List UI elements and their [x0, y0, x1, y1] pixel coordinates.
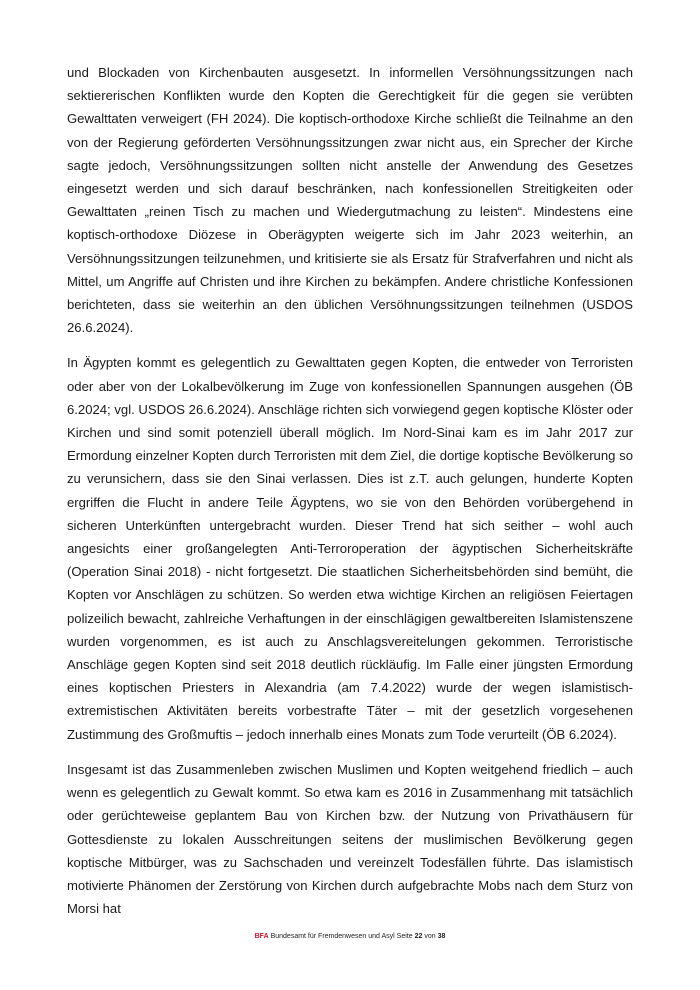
- bfa-logo: BFA: [254, 933, 269, 940]
- footer-page-word: Seite: [396, 933, 413, 940]
- footer-page-current: 22: [414, 933, 423, 940]
- paragraph-3: Insgesamt ist das Zusammenleben zwischen Muslimen und Kopten weitgehend friedlich – auch wenn es gelegentlich zu Gewalt kommt. So etwa kam es 2016 in Zusammenhang mit tatsächlich oder gerüchteweise geplantem Bau von Kirchen bzw. der Nutzung von Privathäusern für Gottesdienste zu lokalen Ausschreitungen seitens der muslimischen Bevölkerung gegen koptische Mitbürger, was zu Sachschaden und vereinzelt Todesfällen führte. Das islamistisch motivierte Phänomen der Zerstörung von Kirchen durch aufgebrachte Mobs nach dem Sturz von Morsi hat: [67, 761, 633, 917]
- paragraph-2: In Ägypten kommt es gelegentlich zu Gewalttaten gegen Kopten, die entweder von Terroristen oder aber von der Lokalbevölkerung im Zuge von konfessionellen Spannungen ausgehen (ÖB 6.2024; vgl. USDOS 26.6.2024). Anschläge richten sich vorwiegend gegen koptische Klöster oder Kirchen und sind somit potenziell überall möglich. Im Nord-Sinai kam es im Jahr 2017 zur Ermordung einzelner Kopten durch Terroristen mit dem Ziel, die dortige koptische Bevölkerung so zu verunsichern, dass sie den Sinai verlassen. Dies ist z.T. auch gelungen, hunderte Kopten ergriffen die Flucht in andere Teile Ägyptens, wo sie von den Behörden vorübergehend in sicheren Unterkünften untergebracht wurden. Dieser Trend hat sich seither – wohl auch angesichts einer großangelegten Anti-Terroroperation der ägyptischen Sicherheitskräfte (Operation Sinai 2018) - nicht fortgesetzt. Die staatlichen Sicherheitsbehörden sind bemüht, die Kopten vor Anschlägen zu schützen. So werden etwa wichtige Kirchen an religiösen Feiertagen polizeilich bewacht, zahlreiche Verhaftungen in der einschlägigen gewaltbereiten Islamistenszene wurden vorgenommen, es ist auch zu Anschlagsvereitelungen gekommen. Terroristische Anschläge gegen Kopten sind seit 2018 deutlich rückläufig. Im Falle einer jüngsten Ermordung eines koptischen Priesters in Alexandria (am 7.4.2022) wurde der wegen islamistisch-extremistischen Aktivitäten bereits vorbestrafte Täter – mit der gesetzlich vorgesehenen Zustimmung des Großmuftis – jedoch innerhalb eines Monats zum Tode verurteilt (ÖB 6.2024).: [67, 355, 633, 742]
- footer-of-word: von: [424, 933, 436, 940]
- footer-page-total: 38: [437, 933, 446, 940]
- paragraph-1: und Blockaden von Kirchenbauten ausgesetzt. In informellen Versöhnungssitzungen nach sektiererischen Konflikten wurde den Kopten die Gerechtigkeit für die gegen sie verübten Gewalttaten verweigert (FH 2024). Die koptisch-orthodoxe Kirche schließt die Teilnahme an den von der Regierung geförderten Versöhnungssitzungen zwar nicht aus, ein Sprecher der Kirche sagte jedoch, Versöhnungssitzungen sollten nicht anstelle der Anwendung des Gesetzes eingesetzt werden und sich darauf beschränken, nach konfessionellen Streitigkeiten oder Gewalttaten „reinen Tisch zu machen und Wiedergutmachung zu leisten“. Mindestens eine koptisch-orthodoxe Diözese in Oberägypten weigerte sich im Jahr 2023 weiterhin, an Versöhnungssitzungen teilzunehmen, und kritisierte sie als Ersatz für Strafverfahren und nicht als Mittel, um Angriffe auf Christen und ihre Kirchen zu bekämpfen. Andere christliche Konfessionen berichteten, dass sie weiterhin an den üblichen Versöhnungssitzungen teilnehmen (USDOS 26.6.2024).: [67, 65, 633, 336]
- document-body: [67, 61, 633, 932]
- footer-org-name: Bundesamt für Fremdenwesen und Asyl: [270, 933, 395, 940]
- page-footer: [0, 932, 700, 942]
